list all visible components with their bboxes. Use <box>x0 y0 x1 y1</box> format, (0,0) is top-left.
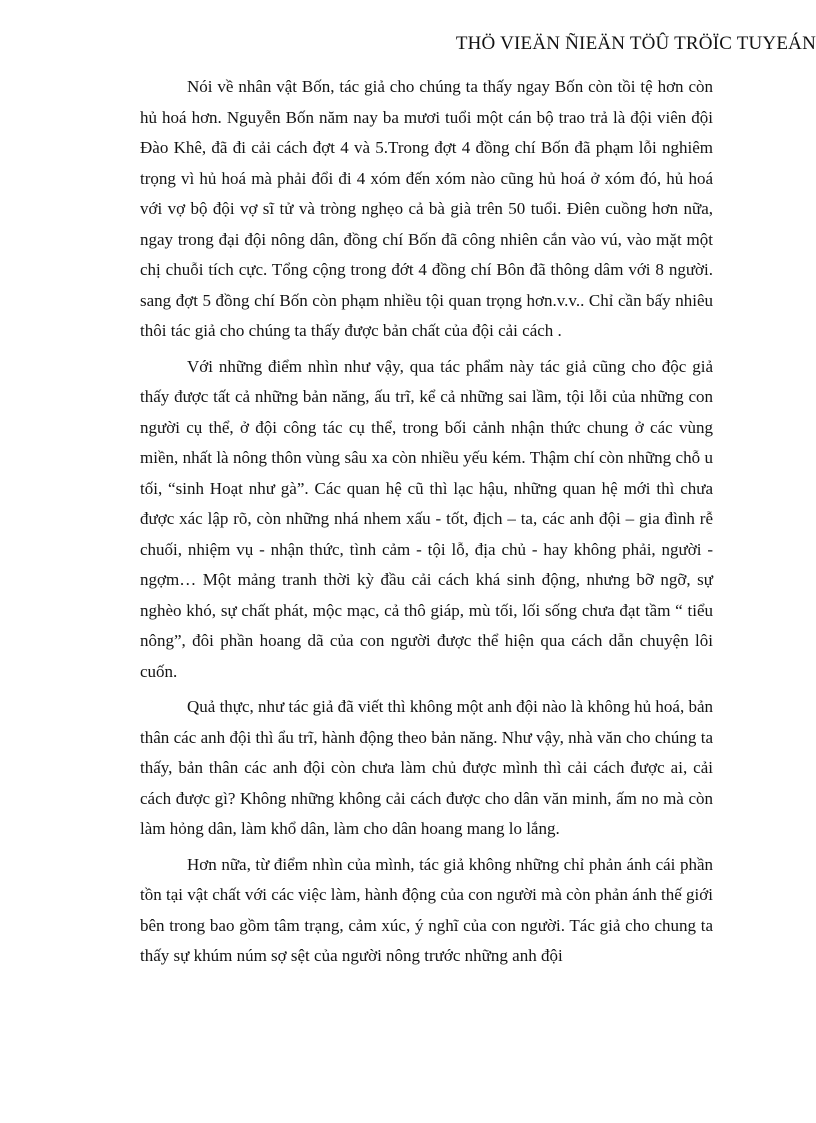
paragraph-3: Quả thực, như tác giả đã viết thì không một anh đội nào là không hủ hoá, bản thân các anh đội thì ẩu trĩ, hành động theo bản năng. Như vậy, nhà văn cho chúng ta thấy, bản thân các anh đội còn chưa làm chủ được mình thì cải cách được ai, cải cách được gì? Không những không cải cách được cho dân văn minh, ấm no mà còn làm hỏng dân, làm khổ dân, làm cho dân hoang mang lo lắng. <box>140 697 713 838</box>
paragraph-4: Hơn nữa, từ điểm nhìn của mình, tác giả không những chỉ phản ánh cái phần tồn tại vật chất với các việc làm, hành động của con người mà còn phản ánh thế giới bên trong bao gồm tâm trạng, cảm xúc, ý nghĩ của con người. Tác giả cho chung ta thấy sự khúm núm sợ sệt của người nông trước những anh đội <box>140 854 713 965</box>
document-body <box>140 72 713 972</box>
paragraph-2: Với những điểm nhìn như vậy, qua tác phẩm này tác giả cũng cho độc giả thấy được tất cả những bản năng, ấu trĩ, kể cả những sai lầm, tội lỗi của những con người cụ thể, ở đội công tác cụ thể, trong bối cảnh nhận thức chung ở các vùng miền, nhất là nông thôn vùng sâu xa còn nhiều yếu kém. Thậm chí còn những chỗ u tối, “sinh Hoạt như gà”. Các quan hệ cũ thì lạc hậu, những quan hệ mới thì chưa được xác lập rõ, còn những nhá nhem xấu - tốt, địch – ta, các anh đội – gia đình rễ chuối, nhiệm vụ - nhận thức, tình cảm - tội lỗ, địa chủ - hay không phải, người - ngợm… Một mảng tranh thời kỳ đầu cải cách khá sinh động, nhưng bỡ ngỡ, sự nghèo khó, sự chất phát, mộc mạc, cả thô giáp, mù tối, lối sống chưa đạt tầm “ tiểu nông”, đôi phần hoang dã của con người được thể hiện qua cách dẫn chuyện lôi cuốn. <box>140 356 713 681</box>
page-header: THÖ VIEÄN ÑIEÄN TÖÛ TRÖÏC TUYEÁN <box>455 33 816 54</box>
paragraph-1: Nói về nhân vật Bốn, tác giả cho chúng ta thấy ngay Bốn còn tồi tệ hơn còn hủ hoá hơn. Nguyễn Bốn năm nay ba mươi tuổi một cán bộ trao trả là đội viên đội Đào Khê, đã đi cải cách đợt 4 và 5.Trong đợt 4 đồng chí Bốn đã phạm lỗi nghiêm trọng vì hủ hoá mà phải đổi đi 4 xóm đến xóm nào cũng hủ hoá ở xóm đó, hủ hoá với vợ bộ đội vợ sĩ tử và tròng nghẹo cả bà già trên 50 tuổi. Điên cuồng hơn nữa, ngay trong đại đội nông dân, đồng chí Bốn đã công nhiên cắn vào vú, vào mặt một chị chuỗi tích cực. Tổng cộng trong đớt 4 đồng chí Bôn đã thông dâm với 8 người. sang đợt 5 đồng chí Bốn còn phạm nhiều tội quan trọng hơn.v.v.. Chỉ cần bấy nhiêu thôi tác giả cho chúng ta thấy được bản chất của đội cải cách . <box>140 77 713 340</box>
